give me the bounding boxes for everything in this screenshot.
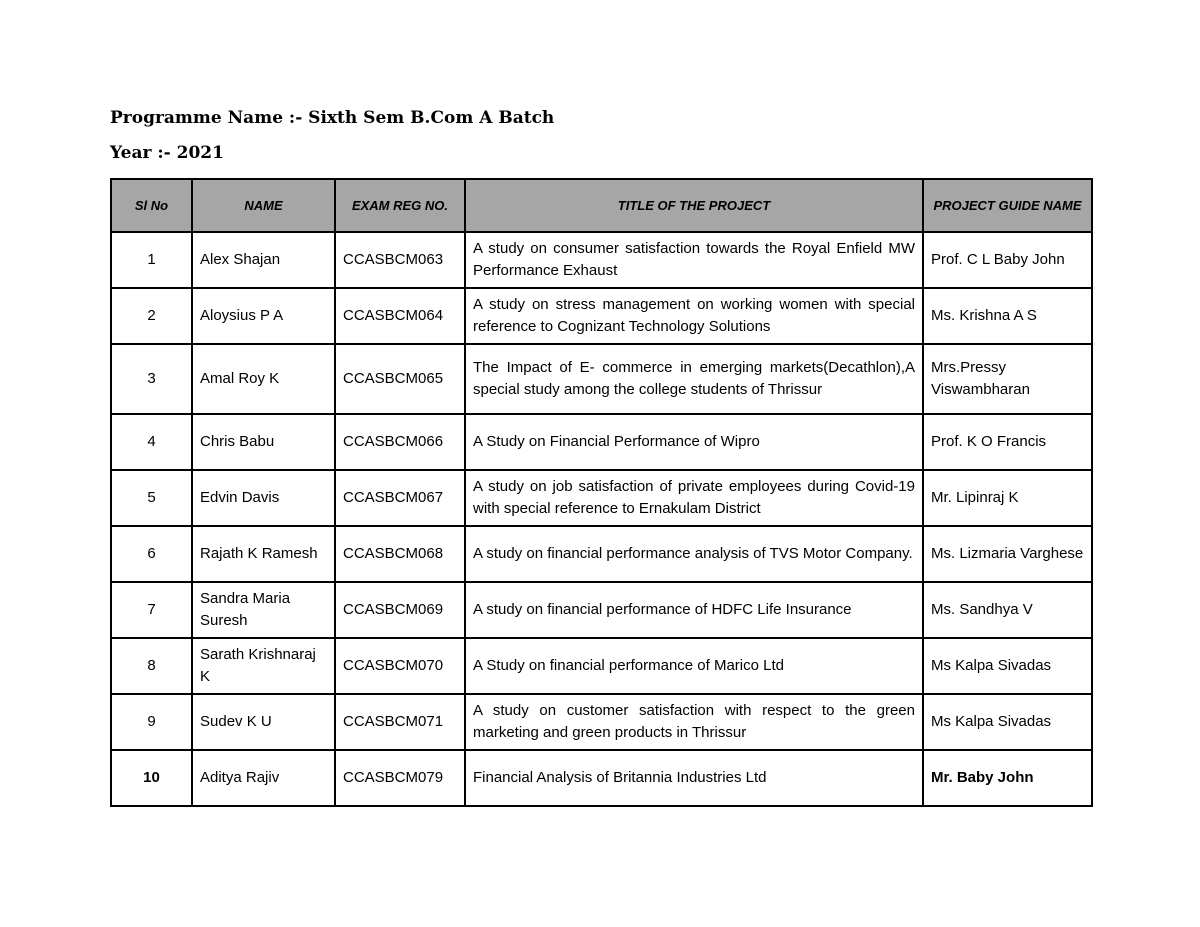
cell-sl-no: 7 <box>111 582 192 638</box>
cell-guide: Ms. Krishna A S <box>923 288 1092 344</box>
cell-sl-no: 8 <box>111 638 192 694</box>
cell-guide: Prof. C L Baby John <box>923 232 1092 288</box>
table-row <box>111 344 1092 414</box>
cell-title: Financial Analysis of Britannia Industries Ltd <box>465 750 923 806</box>
cell-title: A study on consumer satisfaction towards the Royal Enfield MW Performance Exhaust <box>465 232 923 288</box>
cell-sl-no: 3 <box>111 344 192 414</box>
cell-title: A study on job satisfaction of private employees during Covid-19 with special reference to Ernakulam District <box>465 470 923 526</box>
table-header-row <box>111 179 1092 232</box>
cell-exam-reg: CCASBCM071 <box>335 694 465 750</box>
cell-sl-no: 5 <box>111 470 192 526</box>
table-row <box>111 232 1092 288</box>
cell-sl-no: 1 <box>111 232 192 288</box>
cell-exam-reg: CCASBCM066 <box>335 414 465 470</box>
cell-guide: Ms Kalpa Sivadas <box>923 638 1092 694</box>
cell-guide: Mr. Baby John <box>923 750 1092 806</box>
cell-sl-no: 2 <box>111 288 192 344</box>
cell-sl-no: 9 <box>111 694 192 750</box>
cell-title: A study on customer satisfaction with respect to the green marketing and green products in Thrissur <box>465 694 923 750</box>
cell-exam-reg: CCASBCM069 <box>335 582 465 638</box>
cell-exam-reg: CCASBCM065 <box>335 344 465 414</box>
table-row <box>111 638 1092 694</box>
cell-exam-reg: CCASBCM070 <box>335 638 465 694</box>
cell-guide: Ms. Sandhya V <box>923 582 1092 638</box>
cell-name: Aditya Rajiv <box>192 750 335 806</box>
table-row <box>111 414 1092 470</box>
cell-guide: Prof. K O Francis <box>923 414 1092 470</box>
header-guide: PROJECT GUIDE NAME <box>923 179 1092 232</box>
cell-sl-no: 6 <box>111 526 192 582</box>
cell-exam-reg: CCASBCM068 <box>335 526 465 582</box>
cell-guide: Ms Kalpa Sivadas <box>923 694 1092 750</box>
year-label: Year :- 2021 <box>110 143 224 163</box>
cell-name: Chris Babu <box>192 414 335 470</box>
header-name: NAME <box>192 179 335 232</box>
cell-title: A study on financial performance analysis of TVS Motor Company. <box>465 526 923 582</box>
programme-name: Programme Name :- Sixth Sem B.Com A Batch <box>110 108 555 128</box>
header-exam-reg: EXAM REG NO. <box>335 179 465 232</box>
table-row <box>111 470 1092 526</box>
cell-name: Sudev K U <box>192 694 335 750</box>
cell-sl-no: 4 <box>111 414 192 470</box>
table-row <box>111 750 1092 806</box>
cell-title: A Study on Financial Performance of Wipro <box>465 414 923 470</box>
header-title: TITLE OF THE PROJECT <box>465 179 923 232</box>
cell-title: A Study on financial performance of Marico Ltd <box>465 638 923 694</box>
cell-exam-reg: CCASBCM067 <box>335 470 465 526</box>
table-row <box>111 694 1092 750</box>
cell-name: Rajath K Ramesh <box>192 526 335 582</box>
table-row <box>111 288 1092 344</box>
cell-guide: Mr. Lipinraj K <box>923 470 1092 526</box>
cell-guide: Ms. Lizmaria Varghese <box>923 526 1092 582</box>
table-row <box>111 526 1092 582</box>
cell-guide: Mrs.Pressy Viswambharan <box>923 344 1092 414</box>
cell-title: A study on stress management on working women with special reference to Cognizant Technology Solutions <box>465 288 923 344</box>
header-sl-no: Sl No <box>111 179 192 232</box>
cell-sl-no: 10 <box>111 750 192 806</box>
cell-exam-reg: CCASBCM079 <box>335 750 465 806</box>
cell-name: Edvin Davis <box>192 470 335 526</box>
cell-title: The Impact of E- commerce in emerging markets(Decathlon),A special study among the college students of Thrissur <box>465 344 923 414</box>
cell-name: Sandra Maria Suresh <box>192 582 335 638</box>
cell-name: Aloysius P A <box>192 288 335 344</box>
cell-name: Sarath Krishnaraj K <box>192 638 335 694</box>
cell-exam-reg: CCASBCM063 <box>335 232 465 288</box>
projects-table <box>110 178 1093 807</box>
cell-exam-reg: CCASBCM064 <box>335 288 465 344</box>
cell-title: A study on financial performance of HDFC Life Insurance <box>465 582 923 638</box>
cell-name: Amal Roy K <box>192 344 335 414</box>
table-row <box>111 582 1092 638</box>
cell-name: Alex Shajan <box>192 232 335 288</box>
